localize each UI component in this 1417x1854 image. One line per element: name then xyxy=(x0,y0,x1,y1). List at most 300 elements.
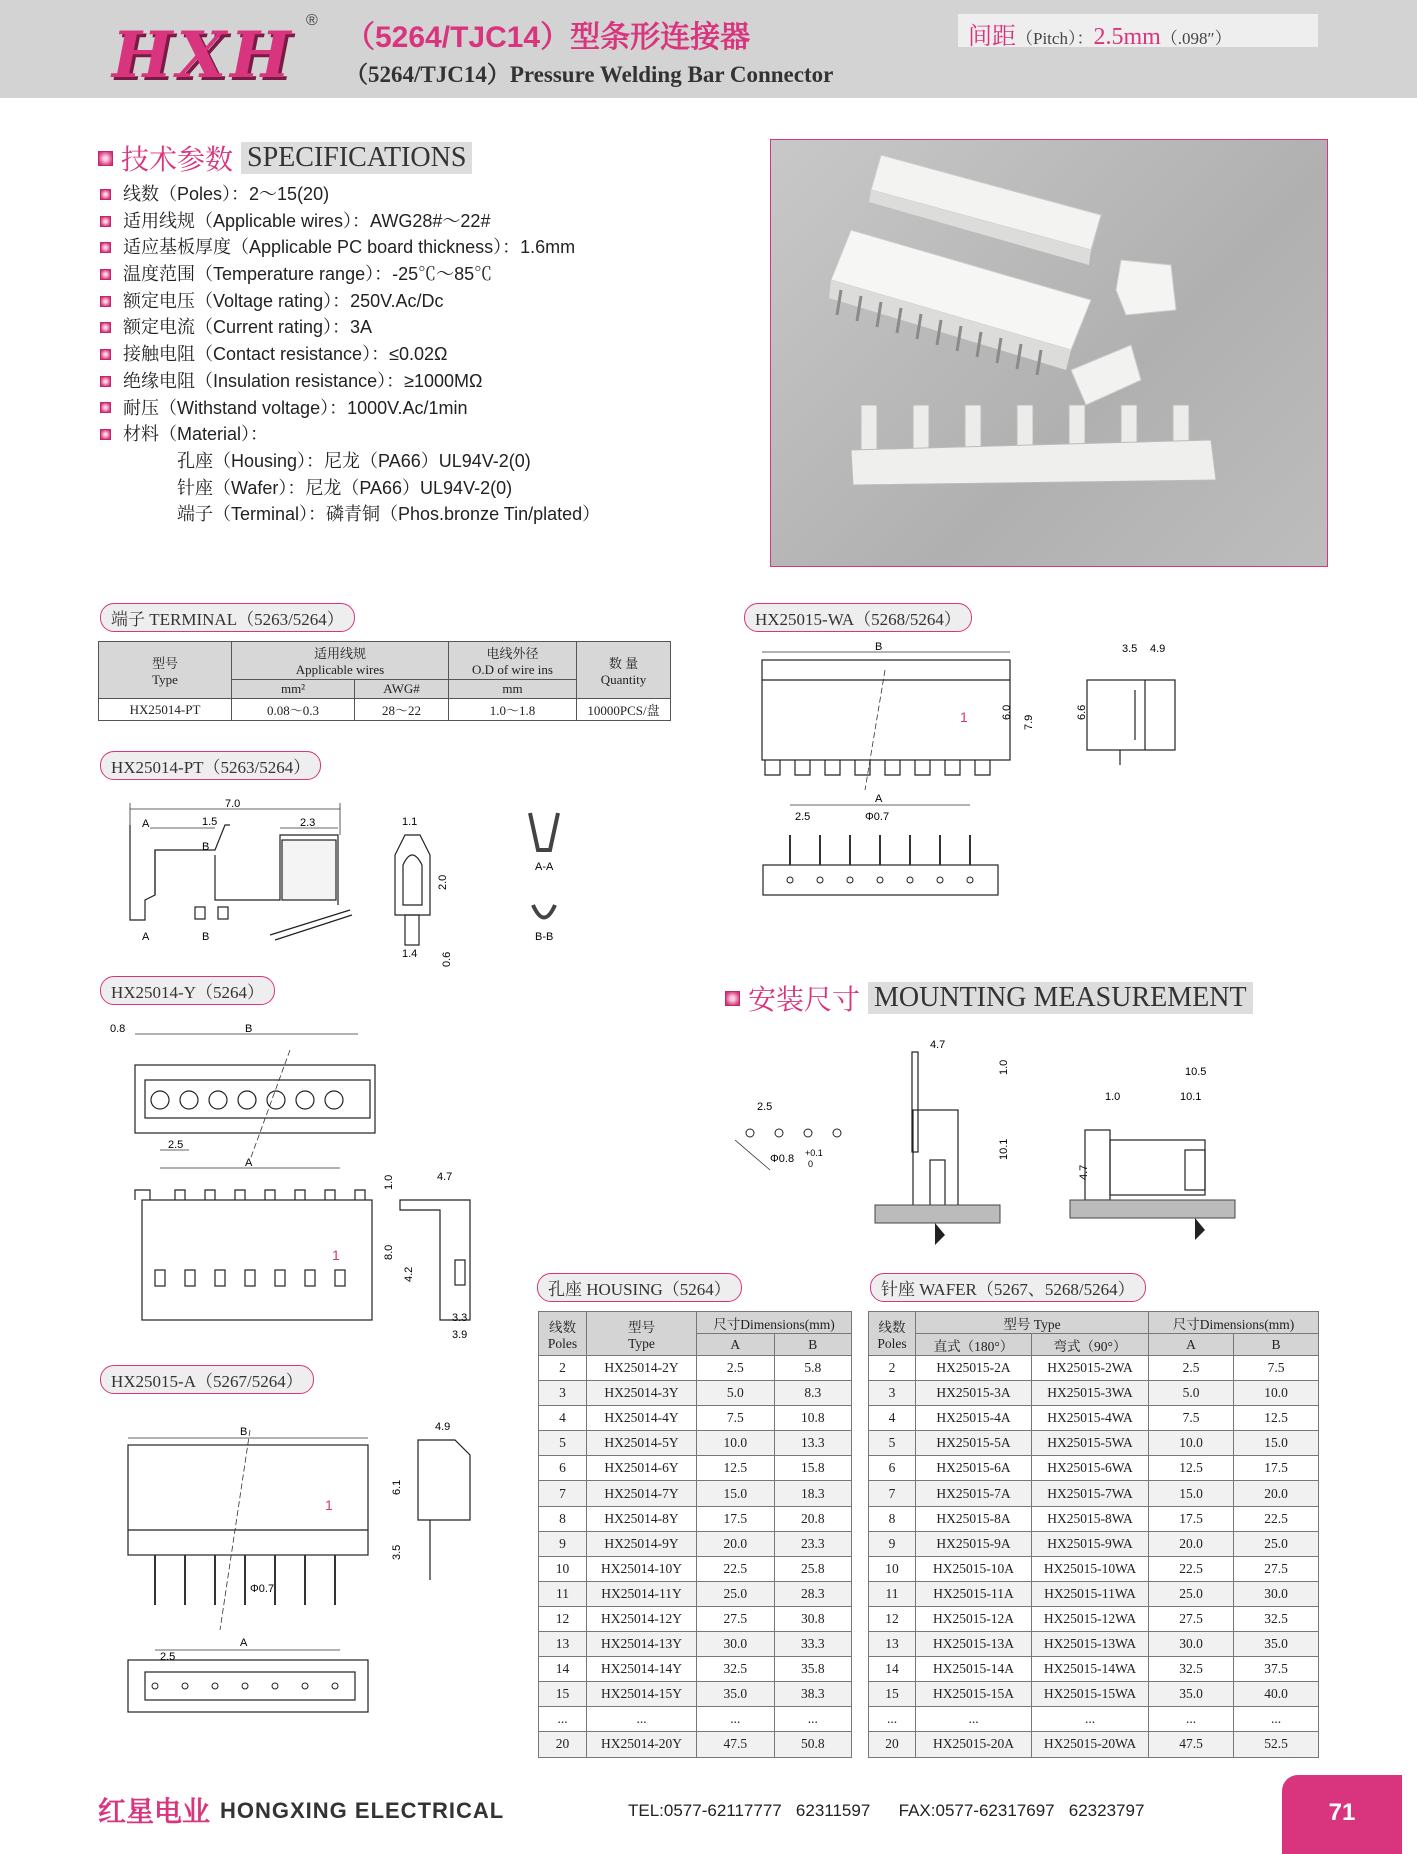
dim-text: 4.9 xyxy=(1150,643,1166,655)
specs-title-cn: 技术参数 xyxy=(121,144,234,175)
spec-row xyxy=(100,314,700,341)
table-cell: HX25014-10Y xyxy=(587,1556,697,1581)
table-cell: 18.3 xyxy=(774,1481,852,1506)
table-cell: 30.0 xyxy=(1149,1632,1234,1657)
table-cell: 5 xyxy=(539,1431,587,1456)
bullet-icon xyxy=(100,216,111,227)
dim-text: 3.9 xyxy=(452,1329,468,1341)
table-row xyxy=(539,1456,852,1481)
th-text: 型号 xyxy=(628,1319,655,1335)
table-cell: 32.5 xyxy=(697,1657,775,1682)
table-cell: HX25015-12WA xyxy=(1032,1606,1149,1631)
table-row xyxy=(869,1606,1319,1631)
table-cell: 15.0 xyxy=(1149,1481,1234,1506)
spec-text: 绝缘电阻（Insulation resistance）：≥1000MΩ xyxy=(123,370,483,391)
dim-text: 8.0 xyxy=(383,1244,395,1260)
table-cell: 33.3 xyxy=(774,1632,852,1657)
table-row xyxy=(539,1632,852,1657)
pt-label: HX25014-PT（5263/5264） xyxy=(100,751,321,780)
table-cell: 30.0 xyxy=(697,1632,775,1657)
spec-text: 耐压（Withstand voltage）：1000V.Ac/1min xyxy=(123,397,468,418)
table-cell: 35.8 xyxy=(774,1657,852,1682)
material-text: 孔座（Housing）：尼龙（PA66）UL94V-2(0) xyxy=(177,450,531,471)
spec-text: 额定电压（Voltage rating）：250V.Ac/Dc xyxy=(123,290,444,311)
dim-text: A xyxy=(240,1637,248,1649)
table-cell: 6 xyxy=(539,1456,587,1481)
dim-text: Φ0.7 xyxy=(250,1583,275,1595)
table-cell: 40.0 xyxy=(1234,1682,1319,1707)
table-row xyxy=(869,1531,1319,1556)
table-cell: HX25015-14A xyxy=(916,1657,1032,1682)
table-cell: 13 xyxy=(869,1632,916,1657)
th-text: Poles xyxy=(547,1335,578,1351)
dim-text: A xyxy=(142,931,150,943)
table-cell: 3 xyxy=(539,1381,587,1406)
dim-text: 2.3 xyxy=(300,817,316,829)
table-row xyxy=(869,1732,1319,1757)
table-row xyxy=(869,1657,1319,1682)
th-text: Applicable wires xyxy=(295,662,385,677)
table-row xyxy=(539,1431,852,1456)
dim-text: B xyxy=(240,1426,248,1438)
table-cell: HX25014-7Y xyxy=(587,1481,697,1506)
table-cell: 15.0 xyxy=(1234,1431,1319,1456)
wafer-table xyxy=(868,1311,1319,1758)
th-text: O.D of wire ins xyxy=(472,662,553,677)
spec-row xyxy=(100,395,700,422)
table-cell: 20.0 xyxy=(697,1531,775,1556)
table-cell: 25.0 xyxy=(1149,1581,1234,1606)
table-cell: 6 xyxy=(869,1456,916,1481)
bullet-icon xyxy=(100,429,111,440)
table-row xyxy=(869,1506,1319,1531)
spec-row xyxy=(100,234,700,261)
table-cell: 35.0 xyxy=(697,1682,775,1707)
table-cell: 15.0 xyxy=(697,1481,775,1506)
table-cell: HX25014-2Y xyxy=(587,1356,697,1381)
spec-row xyxy=(100,181,700,208)
product-photo xyxy=(770,139,1328,567)
dim-text: B xyxy=(202,841,210,853)
spec-row xyxy=(100,261,700,288)
bullet-icon xyxy=(100,376,111,387)
table-cell: 12.5 xyxy=(1149,1456,1234,1481)
table-cell: HX25014-20Y xyxy=(587,1732,697,1757)
table-cell: 32.5 xyxy=(1149,1657,1234,1682)
table-cell: 15.8 xyxy=(774,1456,852,1481)
wafer-label-en: WAFER（5267、5268/5264） xyxy=(919,1280,1135,1299)
dim-text: 6.1 xyxy=(391,1479,403,1495)
table-cell: ... xyxy=(539,1707,587,1732)
dim-text: 1.4 xyxy=(402,948,418,960)
dim-text: 4.7 xyxy=(437,1171,453,1183)
spec-text: 温度范围（Temperature range）：-25℃～85℃ xyxy=(123,264,493,285)
table-row xyxy=(539,1606,852,1631)
table-cell: HX25015-15A xyxy=(916,1682,1032,1707)
table-cell: HX25014-6Y xyxy=(587,1456,697,1481)
mount-drawing xyxy=(725,1030,1325,1255)
th-poles xyxy=(869,1312,916,1356)
table-row xyxy=(539,1531,852,1556)
table-cell: ... xyxy=(916,1707,1032,1732)
page-number: 71 xyxy=(1282,1775,1402,1854)
table-cell: HX25015-5WA xyxy=(1032,1431,1149,1456)
table-row xyxy=(539,1707,852,1732)
dim-text: 2.5 xyxy=(168,1139,184,1151)
table-cell: HX25015-9A xyxy=(916,1531,1032,1556)
table-cell: 14 xyxy=(539,1657,587,1682)
table-cell: 17.5 xyxy=(1234,1456,1319,1481)
table-cell: 13.3 xyxy=(774,1431,852,1456)
wafer-label-cn: 针座 xyxy=(881,1280,915,1299)
table-cell: 11 xyxy=(539,1581,587,1606)
table-cell: ... xyxy=(869,1707,916,1732)
dim-text: B xyxy=(202,931,210,943)
table-cell: 14 xyxy=(869,1657,916,1682)
table-cell: 12.5 xyxy=(697,1456,775,1481)
dim-text: 6.0 xyxy=(1001,704,1013,720)
table-row xyxy=(539,1657,852,1682)
table-cell: HX25015-10A xyxy=(916,1556,1032,1581)
th-text: Poles xyxy=(877,1335,907,1351)
dim-text: 10.1 xyxy=(998,1138,1010,1160)
wafer-label xyxy=(870,1273,1146,1302)
table-cell: 8 xyxy=(539,1506,587,1531)
table-cell: 4 xyxy=(869,1406,916,1431)
table-row xyxy=(539,1381,852,1406)
dim-text: 10.1 xyxy=(1180,1091,1202,1103)
terminal-table xyxy=(98,641,671,721)
pt-drawing xyxy=(120,795,600,975)
th-mm2: mm² xyxy=(232,680,355,699)
table-cell: 5.8 xyxy=(774,1356,852,1381)
dim-text: 4.9 xyxy=(435,1421,451,1433)
dim-text: 1.0 xyxy=(383,1174,395,1190)
table-cell: 12.5 xyxy=(1234,1406,1319,1431)
bullet-icon xyxy=(100,402,111,413)
table-row xyxy=(869,1632,1319,1657)
dim-text: 1.1 xyxy=(402,816,418,828)
pin1-mark: 1 xyxy=(332,1247,340,1263)
table-row xyxy=(869,1581,1319,1606)
table-row xyxy=(869,1556,1319,1581)
table-row xyxy=(869,1682,1319,1707)
bullet-icon xyxy=(725,991,740,1006)
dim-text: B xyxy=(245,1023,253,1035)
table-cell: 15 xyxy=(869,1682,916,1707)
table-row xyxy=(539,1506,852,1531)
material-row xyxy=(100,501,700,528)
wa-label: HX25015-WA（5268/5264） xyxy=(744,603,972,632)
material-row xyxy=(100,448,700,475)
housing-label-cn: 孔座 xyxy=(548,1280,582,1299)
table-cell: 20.0 xyxy=(1234,1481,1319,1506)
table-row xyxy=(869,1707,1319,1732)
table-cell: HX25014-14Y xyxy=(587,1657,697,1682)
table-cell: HX25015-8WA xyxy=(1032,1506,1149,1531)
bullet-icon xyxy=(100,349,111,360)
table-cell: 28.3 xyxy=(774,1581,852,1606)
a-drawing xyxy=(100,1410,520,1740)
table-cell: HX25014-12Y xyxy=(587,1606,697,1631)
dim-text: 1.0 xyxy=(1105,1091,1121,1103)
table-cell: HX25015-3A xyxy=(916,1381,1032,1406)
table-cell: 12 xyxy=(539,1606,587,1631)
table-cell: HX25015-20WA xyxy=(1032,1732,1149,1757)
table-cell: 7 xyxy=(869,1481,916,1506)
terminal-label: 端子 TERMINAL（5263/5264） xyxy=(100,603,355,632)
pin1-mark: 1 xyxy=(325,1497,333,1513)
dim-text: 4.7 xyxy=(1078,1164,1090,1180)
th-b: B xyxy=(1234,1334,1319,1356)
table-cell: 2 xyxy=(869,1356,916,1381)
th-text: Type xyxy=(152,671,178,687)
connector-illustration xyxy=(771,140,1329,568)
dim-text: 3.5 xyxy=(391,1544,403,1560)
dim-text: 0.6 xyxy=(441,951,453,967)
table-cell: 2.5 xyxy=(1149,1356,1234,1381)
table-cell: 9 xyxy=(539,1531,587,1556)
table-cell: HX25014-3Y xyxy=(587,1381,697,1406)
table-row xyxy=(869,1356,1319,1381)
th-text: 电线外径 xyxy=(486,646,539,661)
table-row xyxy=(539,1581,852,1606)
bullet-icon xyxy=(100,269,111,280)
table-cell: HX25015-2WA xyxy=(1032,1356,1149,1381)
table-cell: 10 xyxy=(869,1556,916,1581)
dim-text: B-B xyxy=(535,931,554,943)
wafer-table-body xyxy=(869,1356,1319,1758)
dim-text: 4.2 xyxy=(403,1266,415,1282)
table-cell: 37.5 xyxy=(1234,1657,1319,1682)
table-cell: 25.0 xyxy=(697,1581,775,1606)
th-text: Quantity xyxy=(600,671,647,687)
table-cell: HX25015-4WA xyxy=(1032,1406,1149,1431)
dim-text: 6.6 xyxy=(1076,704,1088,720)
dim-text: 10.5 xyxy=(1185,1066,1207,1078)
mount-heading xyxy=(725,978,1253,1018)
th-dimensions: 尺寸Dimensions(mm) xyxy=(1149,1312,1319,1334)
table-cell: 20 xyxy=(869,1732,916,1757)
th-type xyxy=(587,1312,697,1356)
dim-text: A xyxy=(875,793,883,805)
th-angle: 弯式（90°） xyxy=(1032,1334,1149,1356)
spec-row xyxy=(100,368,700,395)
table-cell: HX25014-15Y xyxy=(587,1682,697,1707)
table-cell: 5.0 xyxy=(697,1381,775,1406)
spec-text: 材料（Material）： xyxy=(123,424,269,445)
housing-table-body xyxy=(539,1356,852,1758)
table-cell: 10 xyxy=(539,1556,587,1581)
page-title-cn: （5264/TJC14）型条形连接器 xyxy=(345,21,751,54)
table-cell: HX25015-12A xyxy=(916,1606,1032,1631)
dim-text: Φ0.8 xyxy=(770,1153,795,1165)
table-cell: HX25015-4A xyxy=(916,1406,1032,1431)
dim-text: A-A xyxy=(535,861,554,873)
pitch-label: 间距 xyxy=(968,24,1016,50)
table-cell: 38.3 xyxy=(774,1682,852,1707)
mount-title-en: MOUNTING MEASUREMENT xyxy=(868,982,1253,1014)
table-cell: HX25015-11A xyxy=(916,1581,1032,1606)
table-cell: 23.3 xyxy=(774,1531,852,1556)
th-wires xyxy=(232,642,449,680)
pitch-label-en: （Pitch）： xyxy=(1016,29,1094,48)
table-cell: HX25015-15WA xyxy=(1032,1682,1149,1707)
table-cell: 10.0 xyxy=(1149,1431,1234,1456)
y-label: HX25014-Y（5264） xyxy=(100,976,275,1005)
dim-text: 2.0 xyxy=(437,874,449,890)
table-row xyxy=(869,1431,1319,1456)
footer-contact: TEL:0577-62117777 62311597 FAX:0577-62317697 62323797 xyxy=(628,1801,1145,1820)
th-text: 型号 xyxy=(151,655,178,671)
table-cell: 13 xyxy=(539,1632,587,1657)
table-cell: 5.0 xyxy=(1149,1381,1234,1406)
table-cell: ... xyxy=(587,1707,697,1732)
page-title-en: （5264/TJC14）Pressure Welding Bar Connector xyxy=(345,62,834,87)
th-mm: mm xyxy=(449,680,577,699)
table-cell: 20.8 xyxy=(774,1506,852,1531)
table-cell: 22.5 xyxy=(697,1556,775,1581)
table-cell: HX25015-10WA xyxy=(1032,1556,1149,1581)
table-cell: ... xyxy=(1032,1707,1149,1732)
table-cell: 30.0 xyxy=(1234,1581,1319,1606)
th-text: 线数 xyxy=(878,1319,906,1335)
footer-company-cn: 红星电业 xyxy=(98,1796,211,1827)
bullet-icon xyxy=(98,151,113,166)
a-label: HX25015-A（5267/5264） xyxy=(100,1365,314,1394)
table-cell: HX25015-8A xyxy=(916,1506,1032,1531)
dim-text: 1.0 xyxy=(998,1059,1010,1075)
dim-text: A xyxy=(142,818,150,830)
table-cell: 22.5 xyxy=(1234,1506,1319,1531)
table-cell: ... xyxy=(774,1707,852,1732)
table-cell: HX25015-11WA xyxy=(1032,1581,1149,1606)
spec-row xyxy=(100,208,700,235)
dim-text: +0.1 xyxy=(805,1148,823,1158)
footer-company-en: HONGXING ELECTRICAL xyxy=(220,1798,505,1823)
dim-text: 4.7 xyxy=(930,1039,946,1051)
pitch-value: 2.5mm xyxy=(1093,24,1161,50)
th-dimensions: 尺寸Dimensions(mm) xyxy=(697,1312,852,1334)
table-cell: 11 xyxy=(869,1581,916,1606)
table-cell: 15 xyxy=(539,1682,587,1707)
spec-text: 适应基板厚度（Applicable PC board thickness）：1.6mm xyxy=(123,237,576,258)
table-cell: 50.8 xyxy=(774,1732,852,1757)
table-cell: 17.5 xyxy=(1149,1506,1234,1531)
table-row xyxy=(99,699,671,721)
spec-text: 线数（Poles）：2～15(20) xyxy=(123,184,330,204)
dim-text: 7.0 xyxy=(225,798,241,810)
y-drawing xyxy=(100,1020,500,1350)
spec-text: 额定电流（Current rating）：3A xyxy=(123,317,373,338)
dim-text: 3.3 xyxy=(452,1312,468,1324)
housing-label xyxy=(537,1273,742,1302)
th-qty xyxy=(577,642,671,699)
dim-text: 2.5 xyxy=(757,1101,773,1113)
table-cell: 7.5 xyxy=(1234,1356,1319,1381)
table-cell: HX25015-13WA xyxy=(1032,1632,1149,1657)
table-cell: HX25015-7A xyxy=(916,1481,1032,1506)
table-row xyxy=(539,1732,852,1757)
table-row xyxy=(539,1406,852,1431)
pitch-box xyxy=(958,14,1318,50)
pin1-mark: 1 xyxy=(960,709,968,725)
table-cell: HX25014-8Y xyxy=(587,1506,697,1531)
table-row xyxy=(869,1456,1319,1481)
table-cell: HX25014-5Y xyxy=(587,1431,697,1456)
registered-mark: ® xyxy=(306,12,318,29)
specs-list xyxy=(100,181,700,528)
table-cell: 35.0 xyxy=(1234,1632,1319,1657)
table-cell: 35.0 xyxy=(1149,1682,1234,1707)
table-row xyxy=(539,1556,852,1581)
table-cell: 47.5 xyxy=(697,1732,775,1757)
table-cell: 27.5 xyxy=(1149,1606,1234,1631)
spec-row xyxy=(100,288,700,315)
dim-text: 0 xyxy=(808,1159,814,1169)
table-cell: 25.0 xyxy=(1234,1531,1319,1556)
table-cell: 8.3 xyxy=(774,1381,852,1406)
spec-row xyxy=(100,421,700,448)
spec-text: 接触电阻（Contact resistance）：≤0.02Ω xyxy=(123,344,448,365)
table-cell: ... xyxy=(1149,1707,1234,1732)
th-a: A xyxy=(1149,1334,1234,1356)
th-awg: AWG# xyxy=(355,680,449,699)
material-text: 端子（Terminal）：磷青铜（Phos.bronze Tin/plated） xyxy=(177,504,601,525)
th-text: 适用线规 xyxy=(313,646,366,661)
table-cell: HX25014-11Y xyxy=(587,1581,697,1606)
table-cell: HX25015-20A xyxy=(916,1732,1032,1757)
table-cell: 30.8 xyxy=(774,1606,852,1631)
material-text: 针座（Wafer）：尼龙（PA66）UL94V-2(0) xyxy=(177,477,513,498)
table-cell: 7.5 xyxy=(697,1406,775,1431)
table-row xyxy=(869,1381,1319,1406)
table-row xyxy=(869,1406,1319,1431)
material-row xyxy=(100,475,700,502)
table-cell: HX25015-5A xyxy=(916,1431,1032,1456)
table-cell: HX25014-9Y xyxy=(587,1531,697,1556)
th-a: A xyxy=(697,1334,775,1356)
specs-heading xyxy=(98,138,472,178)
th-b: B xyxy=(774,1334,852,1356)
table-row xyxy=(539,1682,852,1707)
bullet-icon xyxy=(100,189,111,200)
th-text: Type xyxy=(628,1335,655,1351)
table-cell: 10.0 xyxy=(1234,1381,1319,1406)
th-poles xyxy=(539,1312,587,1356)
bullet-icon xyxy=(100,296,111,307)
table-cell: 9 xyxy=(869,1531,916,1556)
table-cell: 4 xyxy=(539,1406,587,1431)
dim-text: Φ0.7 xyxy=(865,811,890,823)
cell: 1.0～1.8 xyxy=(449,699,577,721)
table-cell: 8 xyxy=(869,1506,916,1531)
table-cell: 2 xyxy=(539,1356,587,1381)
table-row xyxy=(539,1481,852,1506)
table-cell: ... xyxy=(697,1707,775,1732)
th-type xyxy=(99,642,232,699)
table-cell: HX25015-14WA xyxy=(1032,1657,1149,1682)
wa-drawing xyxy=(755,640,1225,930)
table-cell: HX25014-13Y xyxy=(587,1632,697,1657)
cell: 28～22 xyxy=(355,699,449,721)
dim-text: 7.9 xyxy=(1023,714,1035,730)
brand-logo: HXH xyxy=(112,18,295,93)
table-cell: ... xyxy=(1234,1707,1319,1732)
dim-text: 2.5 xyxy=(160,1651,176,1663)
table-cell: 12 xyxy=(869,1606,916,1631)
cell: 0.08～0.3 xyxy=(232,699,355,721)
